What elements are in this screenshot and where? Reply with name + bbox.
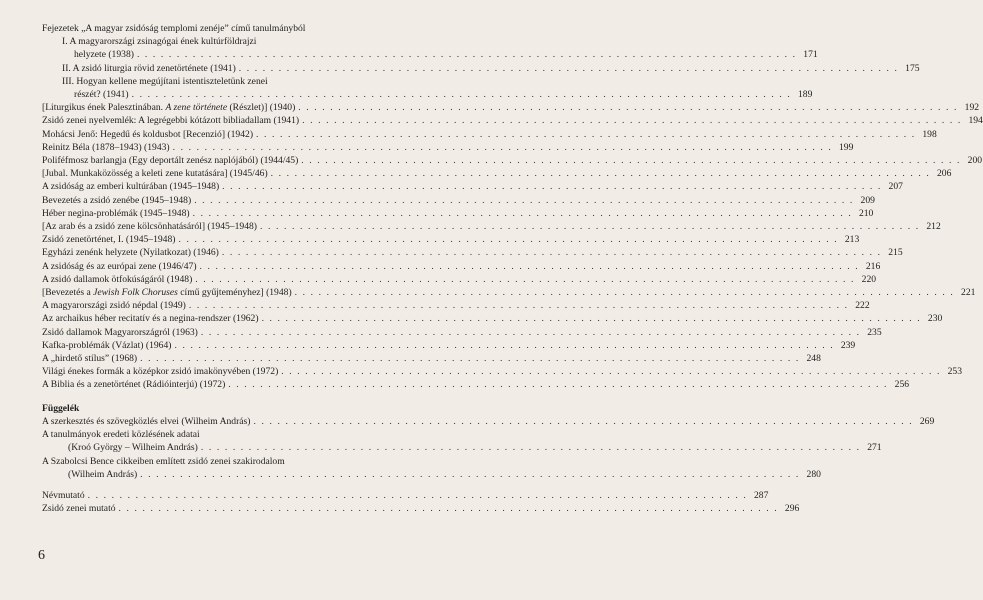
toc-entry[interactable] xyxy=(42,128,937,141)
toc-entry-title: Névmutató xyxy=(42,489,85,501)
leader-dots xyxy=(174,339,834,352)
toc-entry[interactable] xyxy=(42,502,800,515)
leader-dots xyxy=(271,167,931,180)
toc-entry[interactable] xyxy=(42,339,856,352)
toc-entry-list xyxy=(42,101,983,391)
toc-entry-page: 206 xyxy=(937,168,952,180)
toc-entry-page: 175 xyxy=(905,62,920,74)
leader-dots xyxy=(301,154,961,167)
toc-entry-page: 256 xyxy=(894,379,910,391)
leader-dots xyxy=(88,489,748,502)
toc-entry-title: [Az arab és a zsidó zene kölcsönhatásáról] (1945–1948) xyxy=(42,221,257,233)
leader-dots xyxy=(281,365,941,378)
chapter-title: Fejezetek „A magyar zsidóság templomi zenéje” című tanulmányból xyxy=(42,23,306,34)
toc-line: A Szabolcsi Bence cikkeiben említett zsidó zenei szakirodalom xyxy=(42,455,285,467)
toc-entry-title: Zsidó zenei nyelvemlék: A legrégebbi kótázott bibliadallam (1941) xyxy=(42,115,300,127)
toc-entry[interactable] xyxy=(42,489,769,502)
toc-entry-page: 212 xyxy=(926,221,941,233)
toc-entry-page: 200 xyxy=(967,155,983,167)
toc-entry-page: 271 xyxy=(867,442,882,454)
toc-entry[interactable] xyxy=(42,415,935,428)
leader-dots xyxy=(137,48,797,61)
toc-entry[interactable] xyxy=(42,88,813,101)
toc-entry-page: 296 xyxy=(784,503,800,515)
toc-entry-title: A zsidóság az emberi kultúrában (1945–1948) xyxy=(42,181,220,193)
toc-entry-page: 221 xyxy=(961,287,976,299)
toc-entry-page: 280 xyxy=(806,468,821,480)
leader-dots xyxy=(239,62,899,75)
leader-dots xyxy=(119,502,779,515)
toc-entry-page: 210 xyxy=(858,207,874,219)
toc-entry-page: 215 xyxy=(888,247,903,259)
leader-dots xyxy=(260,220,920,233)
toc-entry-page: 199 xyxy=(838,141,854,153)
toc-entry-title: Zsidó zenei mutató xyxy=(42,503,116,515)
toc-entry[interactable] xyxy=(42,194,875,207)
toc-entry[interactable] xyxy=(42,167,952,180)
toc-entry[interactable] xyxy=(42,246,903,259)
toc-entry[interactable] xyxy=(42,352,821,365)
appendix-heading: Függelék xyxy=(42,402,80,414)
toc-entry[interactable] xyxy=(42,441,882,454)
leader-dots xyxy=(173,141,833,154)
leader-dots xyxy=(195,273,855,286)
toc-line: I. A magyarországi zsinagógai ének kultúrföldrajzi xyxy=(62,36,257,48)
toc-entry-title: Kafka-problémák (Vázlat) (1964) xyxy=(42,339,172,351)
toc-entry-page: 230 xyxy=(927,313,943,325)
toc-entry-page: 192 xyxy=(964,102,980,114)
toc-entry[interactable] xyxy=(42,326,882,339)
toc-entry-page: 209 xyxy=(860,194,875,206)
toc-entry[interactable] xyxy=(42,312,943,325)
toc-line: III. Hogyan kellene megújítani istentiszteletünk zenei xyxy=(62,75,268,87)
leader-dots xyxy=(189,299,849,312)
toc-entry[interactable] xyxy=(42,207,874,220)
leader-dots xyxy=(201,326,861,339)
leader-dots xyxy=(178,233,838,246)
leader-dots xyxy=(194,194,854,207)
toc-entry[interactable] xyxy=(42,154,983,167)
toc-entry-title: [Jubal. Munkaközösség a keleti zene kutatására] (1945/46) xyxy=(42,168,268,180)
toc-entry-page: 198 xyxy=(922,128,937,140)
toc-entry[interactable] xyxy=(42,62,920,75)
leader-dots xyxy=(253,415,913,428)
toc-entry[interactable] xyxy=(42,220,941,233)
toc-entry-title: helyzete (1938) xyxy=(74,49,134,61)
toc-entry[interactable] xyxy=(42,468,821,481)
toc-entry[interactable] xyxy=(42,365,963,378)
leader-dots xyxy=(222,246,882,259)
toc-entry-title: Reinitz Béla (1878–1943) (1943) xyxy=(42,141,170,153)
toc-entry-page: 220 xyxy=(861,273,877,285)
toc-entry[interactable] xyxy=(42,48,818,61)
toc-entry-page: 194 xyxy=(968,115,983,127)
page-number: 6 xyxy=(38,548,45,563)
toc-entry-title: A „hirdető stílus” (1968) xyxy=(42,353,138,365)
toc-entry-title: Zsidó dallamok Magyarországról (1963) xyxy=(42,326,198,338)
leader-dots xyxy=(140,352,800,365)
toc-entry-page: 287 xyxy=(754,489,769,501)
toc-entry-title: [Liturgikus ének Palesztinában. A zene története (Részlet)] (1940) xyxy=(42,102,296,114)
toc-entry-title: Az archaikus héber recitatív és a negina-rendszer (1962) xyxy=(42,313,259,325)
leader-dots xyxy=(193,207,853,220)
toc-entry-title: Poliféfmosz barlangja (Egy deportált zenész naplójából) (1944/45) xyxy=(42,155,299,167)
toc-entry-page: 207 xyxy=(888,181,903,193)
toc-entry[interactable] xyxy=(42,299,870,312)
leader-dots xyxy=(298,101,958,114)
leader-dots xyxy=(302,114,962,127)
toc-entry-page: 213 xyxy=(844,234,860,246)
toc-entry[interactable] xyxy=(42,101,980,114)
toc-entry-page: 239 xyxy=(840,339,856,351)
leader-dots xyxy=(256,128,916,141)
toc-entry[interactable] xyxy=(42,141,854,154)
toc-entry-page: 222 xyxy=(855,300,870,312)
leader-dots xyxy=(200,260,860,273)
toc-entry-title: (Kroó György – Wilheim András) xyxy=(68,442,198,454)
toc-entry-title: [Bevezetés a Jewish Folk Choruses című gyűjteményhez] (1948) xyxy=(42,287,292,299)
toc-entry-title: A Biblia és a zenetörténet (Rádióinterjú) (1972) xyxy=(42,379,226,391)
toc-entry-title: Héber negina-problémák (1945–1948) xyxy=(42,207,190,219)
toc-entry[interactable] xyxy=(42,233,860,246)
toc-entry-title: Egyházi zenénk helyzete (Nyilatkozat) (1946) xyxy=(42,247,219,259)
toc-entry-title: Bevezetés a zsidó zenébe (1945–1948) xyxy=(42,194,192,206)
leader-dots xyxy=(201,441,861,454)
toc-entry-title: Világi énekes formák a középkor zsidó imakönyvében (1972) xyxy=(42,366,279,378)
toc-entry-title: A zsidóság és az európai zene (1946/47) xyxy=(42,260,197,272)
toc-entry-title: Zsidó zenetörténet, I. (1945–1948) xyxy=(42,234,176,246)
leader-dots xyxy=(228,378,888,391)
toc-entry[interactable] xyxy=(42,273,877,286)
toc-entry-page: 235 xyxy=(867,326,882,338)
toc-entry-page: 253 xyxy=(947,366,963,378)
toc-entry-page: 248 xyxy=(806,353,821,365)
toc-entry[interactable] xyxy=(42,378,910,391)
toc-entry-title: A zsidó dallamok ötfokúságáról (1948) xyxy=(42,273,193,285)
toc-entry-title: II. A zsidó liturgia rövid zenetörténete (1941) xyxy=(62,62,236,74)
toc-entry-title: (Wilheim András) xyxy=(68,468,138,480)
leader-dots xyxy=(295,286,955,299)
toc-entry[interactable] xyxy=(42,260,881,273)
toc-entry[interactable] xyxy=(42,286,976,299)
toc-entry-page: 216 xyxy=(865,260,881,272)
toc-entry-page: 171 xyxy=(803,49,818,61)
leader-dots xyxy=(132,88,792,101)
toc-entry[interactable] xyxy=(42,114,983,127)
table-of-contents xyxy=(42,22,983,515)
toc-entry-title: A magyarországi zsidó népdal (1949) xyxy=(42,300,186,312)
toc-entry-title: részét? (1941) xyxy=(74,89,129,101)
leader-dots xyxy=(222,180,882,193)
toc-line: A tanulmányok eredeti közlésének adatai xyxy=(42,429,200,441)
leader-dots xyxy=(140,468,800,481)
toc-entry-page: 269 xyxy=(919,415,935,427)
toc-entry-page: 189 xyxy=(797,89,813,101)
leader-dots xyxy=(262,312,922,325)
toc-entry-title: Mohácsi Jenő: Hegedű és koldusbot [Recenzió] (1942) xyxy=(42,128,254,140)
toc-entry[interactable] xyxy=(42,180,903,193)
toc-entry-title: A szerkesztés és szövegközlés elvei (Wilheim András) xyxy=(42,415,251,427)
